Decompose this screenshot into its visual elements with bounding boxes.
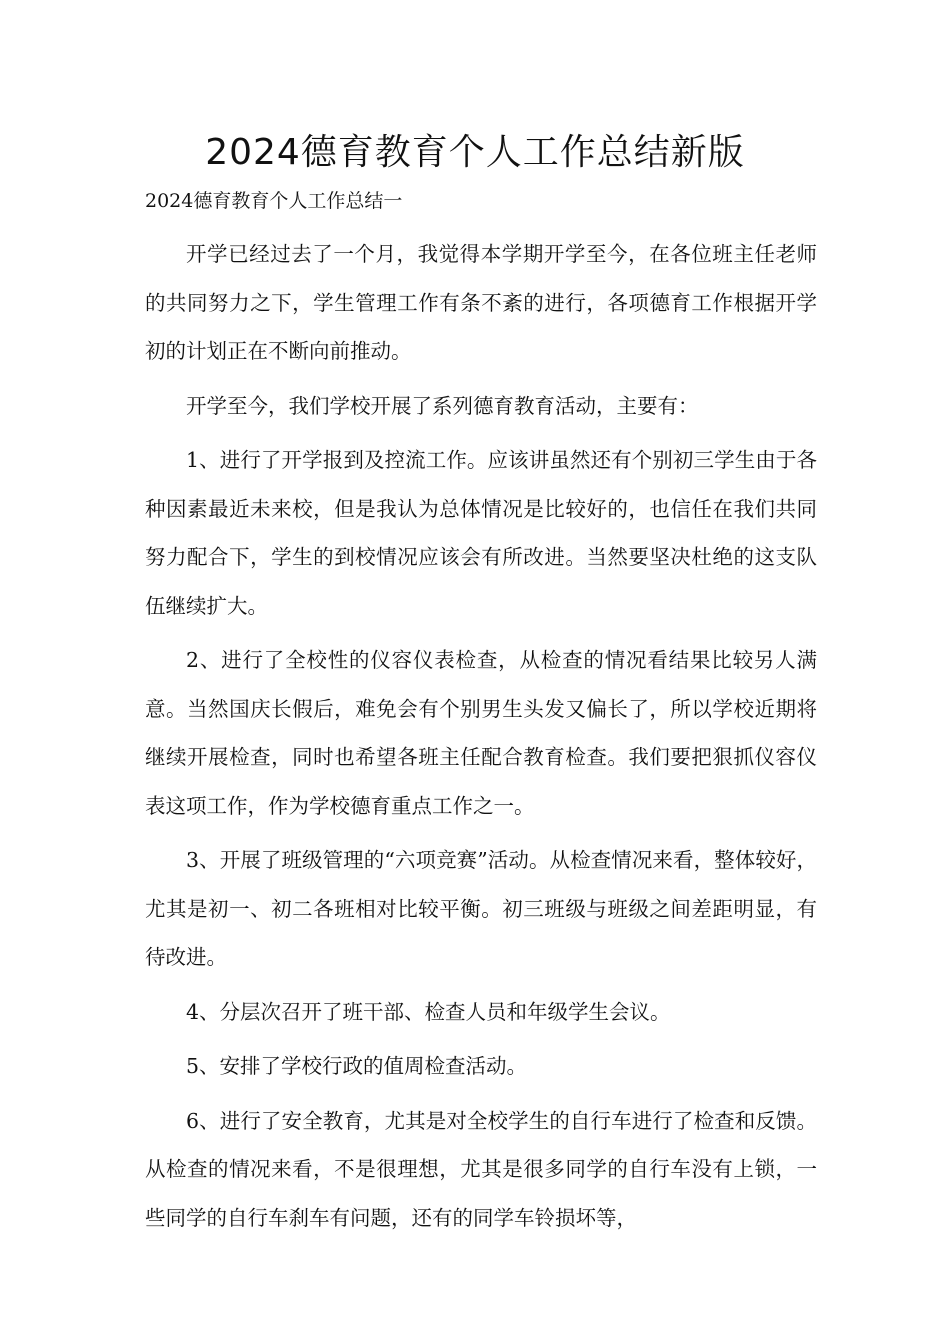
- document-subtitle: 2024德育教育个人工作总结一: [145, 190, 403, 212]
- paragraph-item-3: 3、开展了班级管理的“六项竞赛”活动。从检查情况来看，整体较好，尤其是初一、初二各班相对比较平衡。初三班级与班级之间差距明显，有待改进。: [145, 848, 817, 969]
- paragraph-item-4: 4、分层次召开了班干部、检查人员和年级学生会议。: [186, 999, 671, 1024]
- paragraph-item-1: 1、进行了开学报到及控流工作。应该讲虽然还有个别初三学生由于各种因素最近未来校，但是我认为总体情况是比较好的，也信任在我们共同努力配合下，学生的到校情况应该会有所改进。当然要坚决杜绝的这支队伍继续扩大。: [145, 448, 817, 618]
- document-title: 2024德育教育个人工作总结新版: [205, 132, 745, 173]
- paragraph-item-2: 2、进行了全校性的仪容仪表检查，从检查的情况看结果比较另人满意。当然国庆长假后，难免会有个别男生头发又偏长了，所以学校近期将继续开展检查，同时也希望各班主任配合教育检查。我们要把狠抓仪容仪表这项工作，作为学校德育重点工作之一。: [145, 648, 817, 818]
- paragraph-intro: 开学已经过去了一个月，我觉得本学期开学至今，在各位班主任老师的共同努力之下，学生管理工作有条不紊的进行，各项德育工作根据开学初的计划正在不断向前推动。: [145, 242, 817, 363]
- document-body: [145, 230, 817, 1248]
- paragraph-item-5: 5、安排了学校行政的值周检查活动。: [186, 1054, 528, 1078]
- paragraph-item-6: 6、进行了安全教育，尤其是对全校学生的自行车进行了检查和反馈。从检查的情况来看，不是很理想，尤其是很多同学的自行车没有上锁，一些同学的自行车刹车有问题，还有的同学车铃损坏等，: [145, 1108, 817, 1230]
- paragraph-activities-lead: 开学至今，我们学校开展了系列德育教育活动，主要有：: [186, 393, 699, 418]
